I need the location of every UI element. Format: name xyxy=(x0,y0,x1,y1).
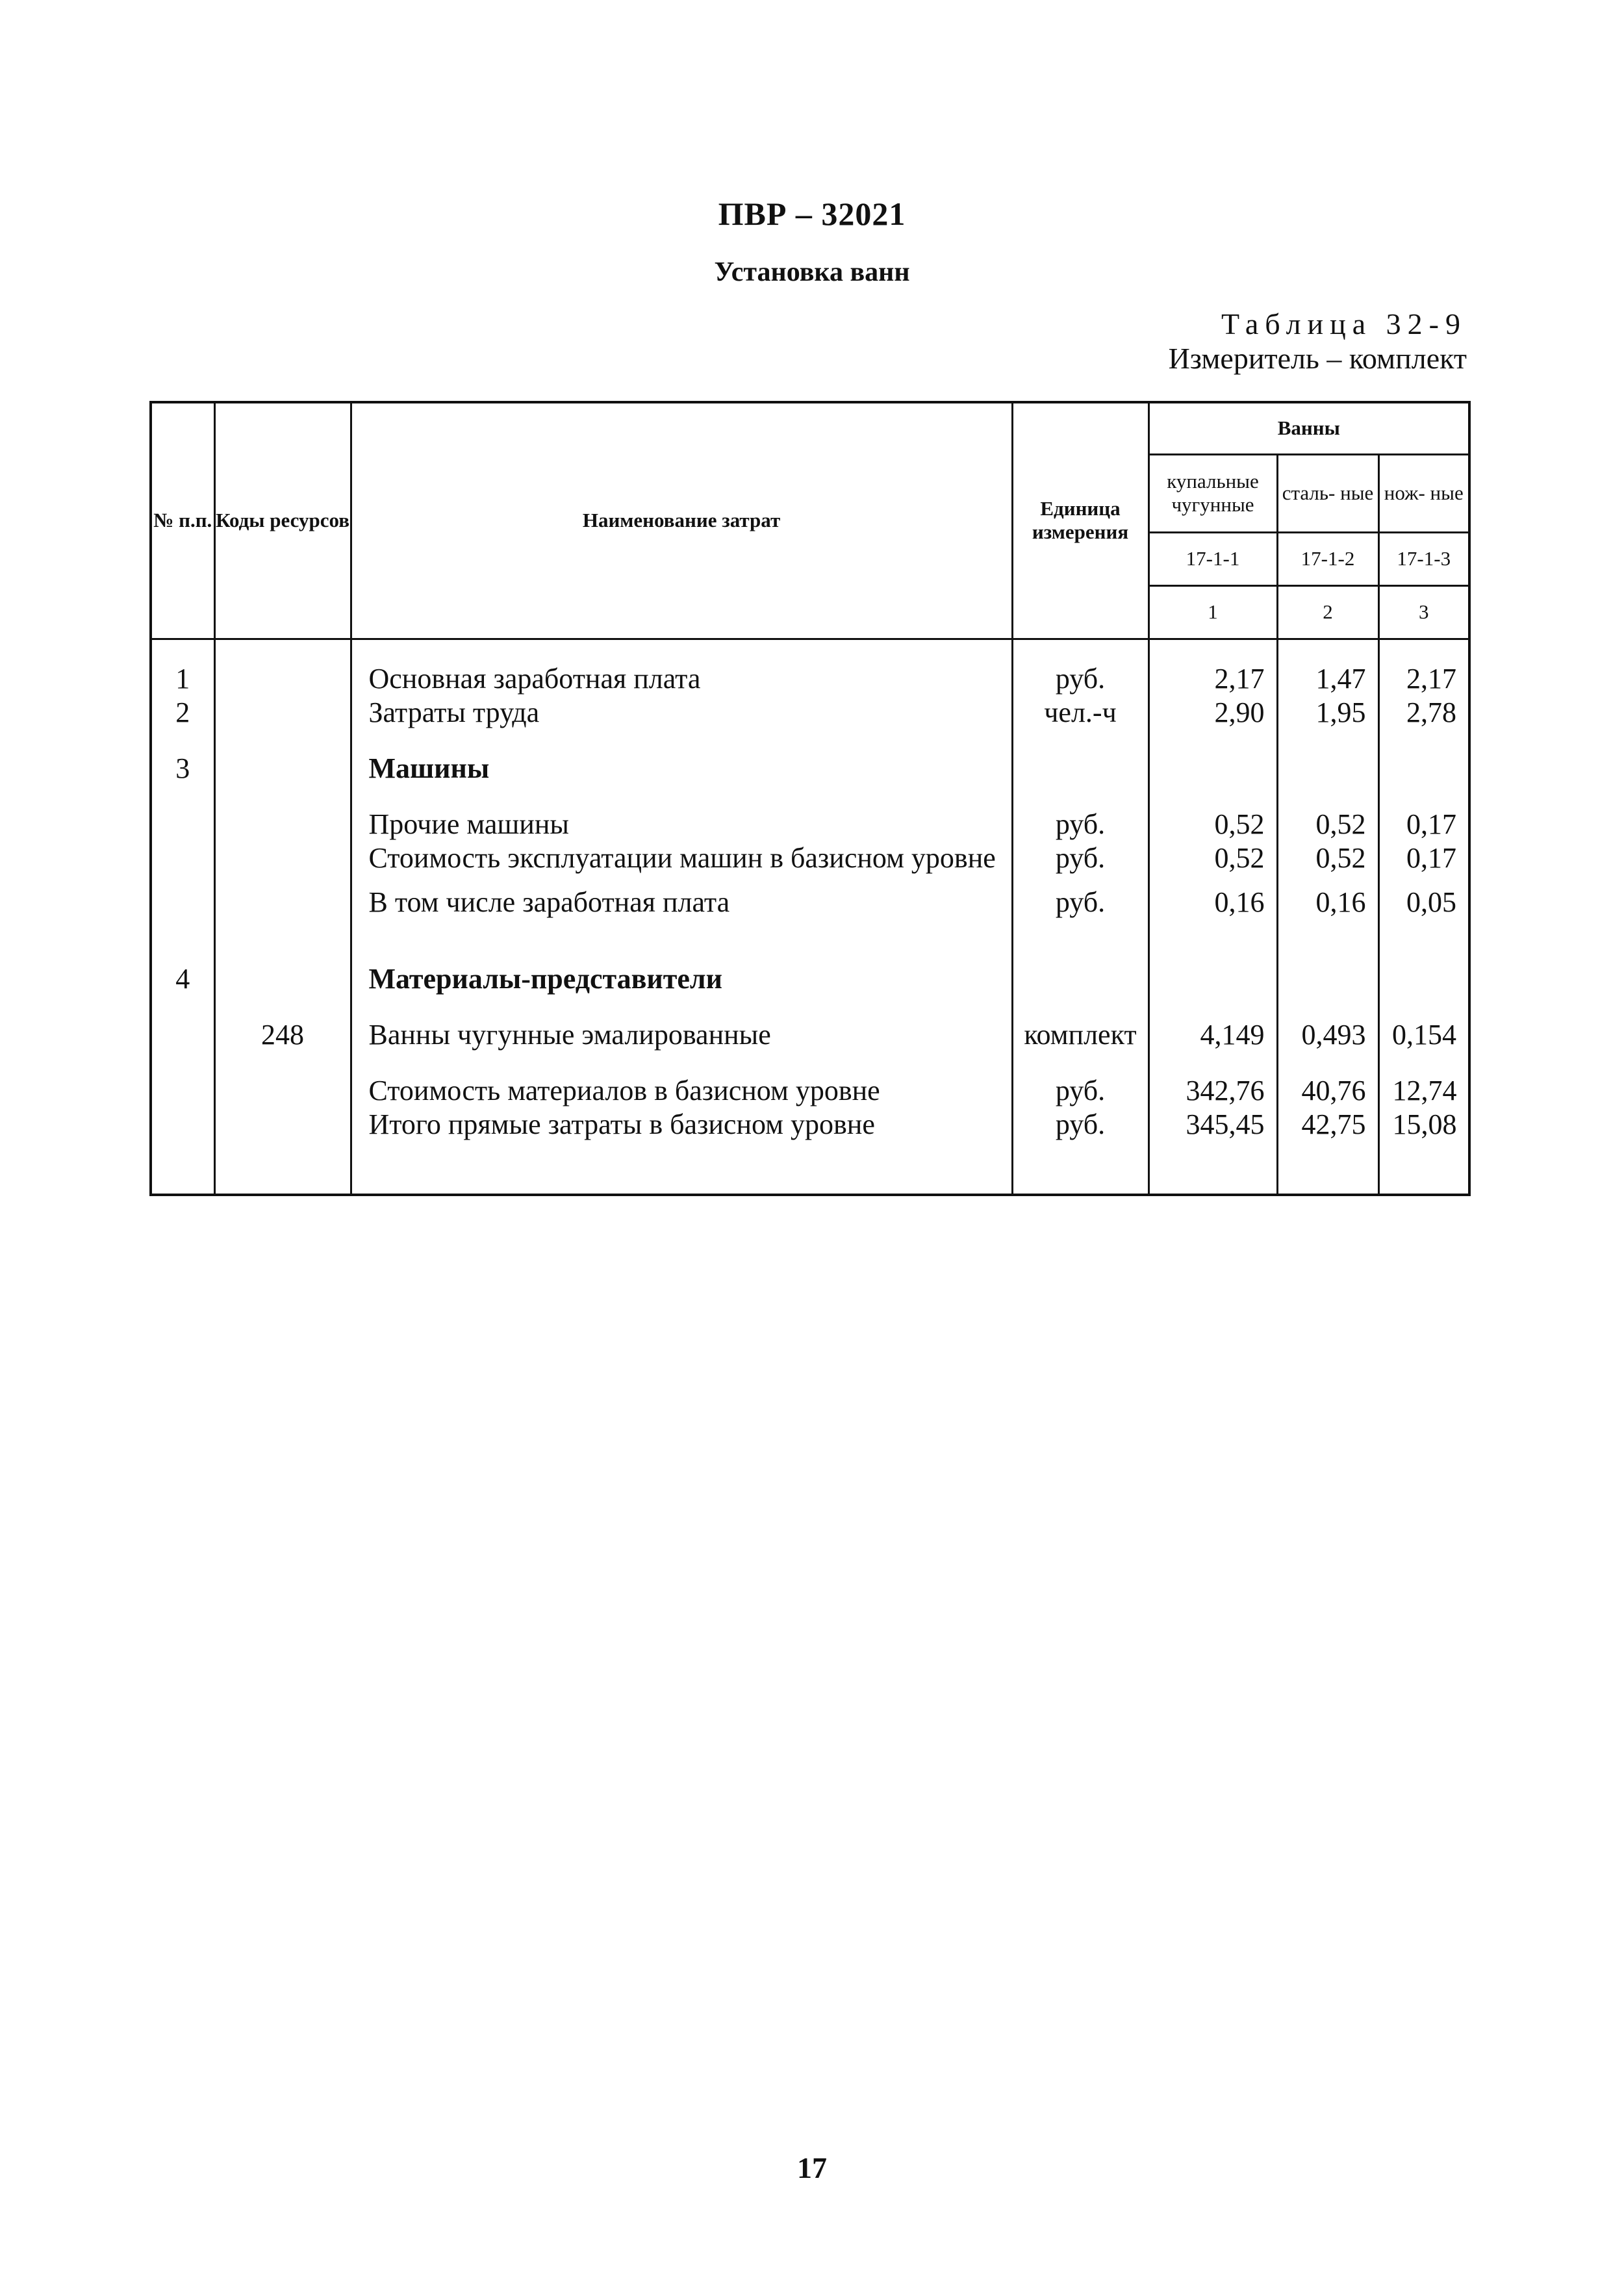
header-num-3: 3 xyxy=(1378,585,1469,639)
row-value-3: 2,78 xyxy=(1378,696,1469,730)
row-name: Итого прямые затраты в базисном уровне xyxy=(351,1108,1012,1195)
row-value-1: 0,16 xyxy=(1148,875,1277,919)
row-value-1: 0,52 xyxy=(1148,786,1277,841)
table-row xyxy=(151,639,1469,696)
header-name: Наименование затрат xyxy=(351,402,1012,639)
row-value-1 xyxy=(1148,919,1277,996)
row-value-1: 4,149 xyxy=(1148,996,1277,1052)
row-code xyxy=(214,639,351,696)
row-value-1: 2,90 xyxy=(1148,696,1277,730)
row-value-2: 0,52 xyxy=(1277,786,1378,841)
header-code-1: 17-1-1 xyxy=(1148,532,1277,585)
table-row xyxy=(151,730,1469,786)
row-value-2: 1,47 xyxy=(1277,639,1378,696)
row-value-3: 0,17 xyxy=(1378,841,1469,875)
header-num-2: 2 xyxy=(1277,585,1378,639)
table-row xyxy=(151,696,1469,730)
row-unit: комплект xyxy=(1012,996,1148,1052)
row-no: 2 xyxy=(151,696,214,730)
row-value-3: 12,74 xyxy=(1378,1052,1469,1108)
row-value-1: 342,76 xyxy=(1148,1052,1277,1108)
row-value-3: 0,05 xyxy=(1378,875,1469,919)
row-no xyxy=(151,841,214,875)
header-num-1: 1 xyxy=(1148,585,1277,639)
row-code: 248 xyxy=(214,996,351,1052)
row-code xyxy=(214,730,351,786)
row-value-3: 2,17 xyxy=(1378,639,1469,696)
header-codes: Коды ресурсов xyxy=(214,402,351,639)
row-unit: руб. xyxy=(1012,1108,1148,1195)
row-no: 1 xyxy=(151,639,214,696)
row-code xyxy=(214,875,351,919)
doc-code: ПВР – 32021 xyxy=(718,196,906,232)
row-value-2: 0,16 xyxy=(1277,875,1378,919)
row-code xyxy=(214,1052,351,1108)
row-value-2: 1,95 xyxy=(1277,696,1378,730)
header-code-2: 17-1-2 xyxy=(1277,532,1378,585)
row-no: 3 xyxy=(151,730,214,786)
table-row xyxy=(151,1108,1469,1195)
row-name: Стоимость материалов в базисном уровне xyxy=(351,1052,1012,1108)
row-value-2 xyxy=(1277,919,1378,996)
table-row xyxy=(151,919,1469,996)
row-unit xyxy=(1012,919,1148,996)
row-value-2: 0,52 xyxy=(1277,841,1378,875)
row-name: Прочие машины xyxy=(351,786,1012,841)
row-name: Затраты труда xyxy=(351,696,1012,730)
doc-title: Установка ванн xyxy=(714,257,910,287)
table-row xyxy=(151,875,1469,919)
table-row xyxy=(151,786,1469,841)
header-sub-3: нож- ные xyxy=(1378,454,1469,532)
row-value-2: 40,76 xyxy=(1277,1052,1378,1108)
row-value-2 xyxy=(1277,730,1378,786)
row-unit xyxy=(1012,730,1148,786)
cost-table xyxy=(149,401,1471,1196)
header-code-3: 17-1-3 xyxy=(1378,532,1469,585)
row-value-3: 0,17 xyxy=(1378,786,1469,841)
row-no xyxy=(151,875,214,919)
table-number: Таблица 32-9 xyxy=(1221,307,1467,340)
row-no xyxy=(151,1052,214,1108)
table-row xyxy=(151,1052,1469,1108)
row-name: Ванны чугунные эмалированные xyxy=(351,996,1012,1052)
row-value-2: 42,75 xyxy=(1277,1108,1378,1195)
row-no xyxy=(151,1108,214,1195)
row-no xyxy=(151,786,214,841)
header-group: Ванны xyxy=(1148,402,1469,454)
header-no: № п.п. xyxy=(151,402,214,639)
header-sub-2: сталь- ные xyxy=(1277,454,1378,532)
row-no: 4 xyxy=(151,919,214,996)
row-section-title: Машины xyxy=(351,730,1012,786)
row-code xyxy=(214,786,351,841)
measure-unit: Измеритель – комплект xyxy=(1168,342,1467,375)
row-unit: чел.-ч xyxy=(1012,696,1148,730)
row-value-1: 2,17 xyxy=(1148,639,1277,696)
header-sub-1: купальные чугунные xyxy=(1148,454,1277,532)
row-unit: руб. xyxy=(1012,875,1148,919)
row-name: В том числе заработная плата xyxy=(351,875,1012,919)
row-code xyxy=(214,919,351,996)
row-code xyxy=(214,1108,351,1195)
row-value-3: 15,08 xyxy=(1378,1108,1469,1195)
row-name: Стоимость эксплуатации машин в базисном уровне xyxy=(351,841,1012,875)
table-row xyxy=(151,996,1469,1052)
row-section-title: Материалы-представители xyxy=(351,919,1012,996)
row-value-3: 0,154 xyxy=(1378,996,1469,1052)
page-number: 17 xyxy=(797,2151,827,2184)
row-unit: руб. xyxy=(1012,786,1148,841)
row-value-2: 0,493 xyxy=(1277,996,1378,1052)
row-code xyxy=(214,696,351,730)
row-unit: руб. xyxy=(1012,1052,1148,1108)
header-unit: Единица измерения xyxy=(1012,402,1148,639)
row-value-1 xyxy=(1148,730,1277,786)
row-value-1: 345,45 xyxy=(1148,1108,1277,1195)
table-row xyxy=(151,841,1469,875)
row-name: Основная заработная плата xyxy=(351,639,1012,696)
row-unit: руб. xyxy=(1012,639,1148,696)
row-code xyxy=(214,841,351,875)
row-value-3 xyxy=(1378,919,1469,996)
row-no xyxy=(151,996,214,1052)
row-value-3 xyxy=(1378,730,1469,786)
row-value-1: 0,52 xyxy=(1148,841,1277,875)
row-unit: руб. xyxy=(1012,841,1148,875)
